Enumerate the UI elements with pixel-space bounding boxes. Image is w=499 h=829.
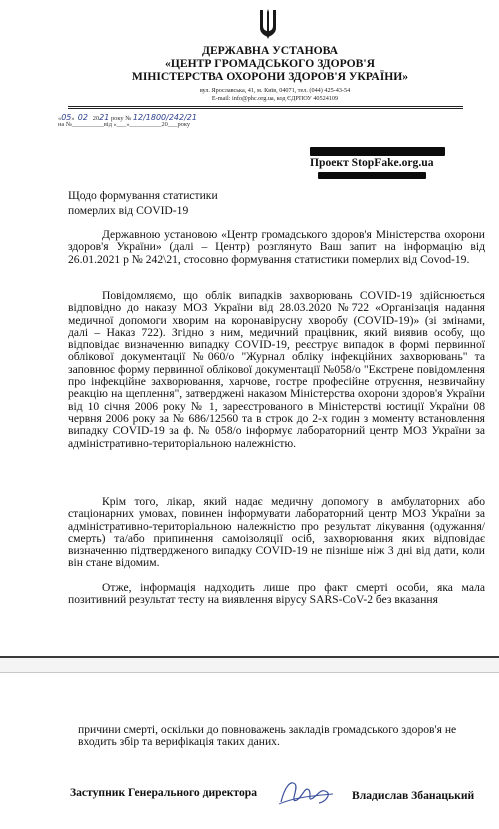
reference-line: на №__________від «___»__________20___року: [58, 121, 191, 128]
addressee: Проект StopFake.org.ua: [310, 156, 434, 169]
header-line-2: «ЦЕНТР ГРОМАДСЬКОГО ЗДОРОВ'Я: [165, 57, 375, 70]
paragraph-1: Державною установою «Центр громадського здоров'я Міністерства охорони здоров'я України» (далі – Центр) розглянуто Ваш запит на інформацію від 26.01.2021 р № 242\21, стосовно формування статистики померлих від Covod-19.: [68, 228, 485, 266]
paragraph-4: Отже, інформація надходить лише про факт смерті особи, яка мала позитивний результат тесту на виявлення вірусу SARS-CoV-2 без вказання: [68, 581, 485, 607]
redaction-bar-email: [318, 172, 426, 179]
header-rule: [68, 106, 463, 107]
year-label: року: [110, 115, 124, 122]
subject-line-2: померлих від COVID-19: [68, 204, 189, 217]
handwritten-signature: [275, 776, 335, 810]
page-break: [0, 656, 499, 673]
number-label: №: [125, 115, 132, 122]
year-prefix: 20: [92, 115, 100, 122]
header-email: E-mail: info@phc.org.ua, код ЄДРПОУ 40524109: [211, 95, 339, 102]
header-address: вул. Ярославська, 41, м. Київ, 04071, тел. (044) 425-43-54: [199, 87, 351, 94]
outgoing-day: 05: [61, 113, 72, 122]
subject-block: [68, 188, 218, 218]
outgoing-month: 02: [77, 113, 88, 122]
paragraph-2: Повідомляємо, що облік випадків захворювань COVID-19 здійснюється відповідно до наказу МОЗ України від 28.03.2020 №722 «Організація надання медичної допомоги хворим на коронавірусну хворобу (COVID-19)» (зі змінами, далі – Наказ 722). Згідно з ним, медичний працівник, який виявив особу, що відповідає визначенню випадку COVID-19, реєструє випадок в формі первинної облікової документації №060/о "Журнал обліку інфекційних захворювань" та заповнює форму первинної облікової документації №058/о "Екстрене повідомлення про інфекційне захворювання, харчове, гостре професійне отруєння, незвичайну реакцію на щеплення", затверджені наказом Міністерства охорони здоров'я України від 10 січня 2006 року № 1, зареєстрованого в Міністерстві юстиції України 08 червня 2006 року за № 686/12560 та в строк до 2-х годин з моменту встановлення випадку COVID-19 за ф. № 058/о інформує лабораторний центр МОЗ України за адміністративно-територіальною належністю.: [68, 289, 485, 450]
signatory-name: Владислав Збанацький: [352, 789, 475, 802]
date-prefix: «: [58, 115, 62, 122]
trident-emblem-icon: [257, 8, 279, 40]
outgoing-number: 12/1800/242/21: [132, 113, 197, 122]
subject-line-1: Щодо формування статистики: [68, 189, 218, 202]
redaction-bar: [310, 147, 445, 156]
signatory-title: Заступник Генерального директора: [70, 786, 258, 799]
header-rule-thin: [68, 108, 463, 109]
paragraph-3: Крім того, лікар, який надає медичну допомогу в амбулаторних або стаціонарних умовах, повинен інформувати лабораторний центр МОЗ України за адміністративно-територіальною належністю про результат лікування (одужання/смерть) та/або припинення самоізоляції осіб, захворювання яких відповідає визначенню підтвердженого випадку COVID-19 не пізніше ніж 3 дні від дати, коли він стане відомим.: [68, 495, 485, 570]
header-line-3: МІНІСТЕРСТВА ОХОРОНИ ЗДОРОВ'Я УКРАЇНИ»: [131, 70, 409, 83]
header-line-1: ДЕРЖАВНА УСТАНОВА: [201, 44, 339, 57]
outgoing-year: 21: [99, 113, 110, 122]
paragraph-continuation: причини смерті, оскільки до повноважень закладів громадського здоров'я не входить збір та верифікація таких даних.: [78, 723, 457, 749]
date-mid: »: [71, 115, 75, 122]
